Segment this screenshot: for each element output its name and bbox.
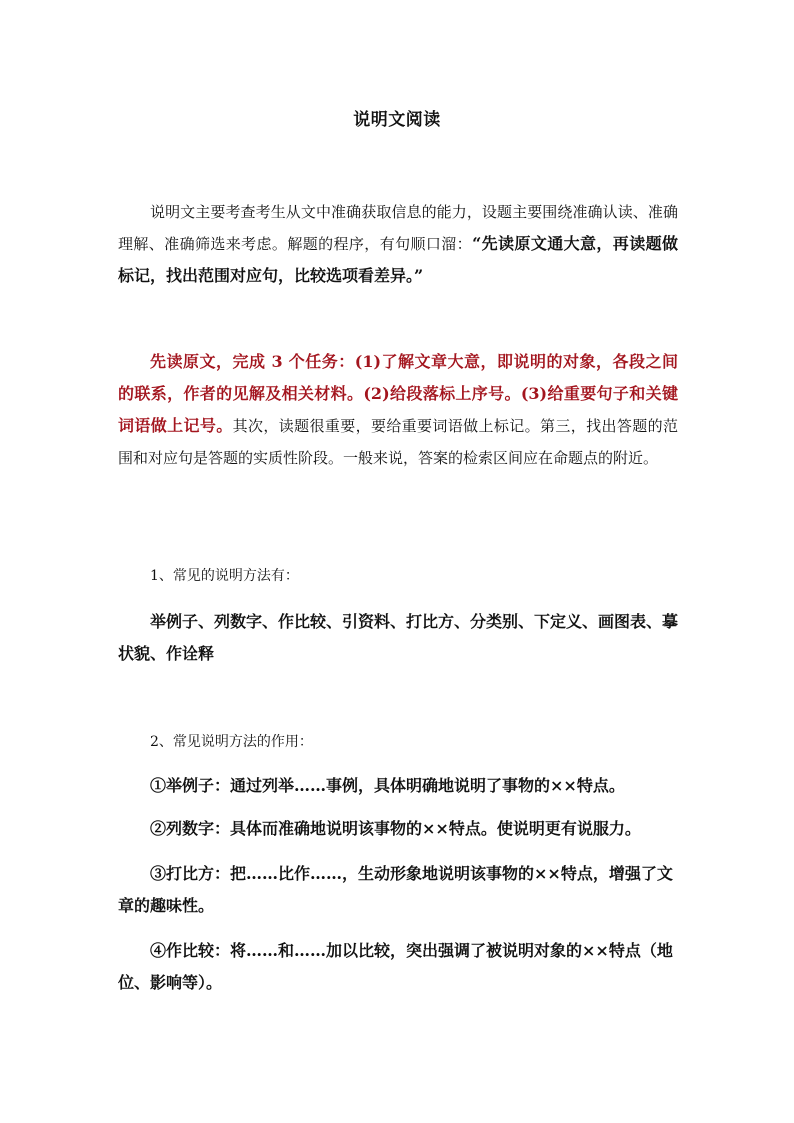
section2-heading: 2、常见说明方法的作用： (150, 734, 313, 750)
effect-item: ④作比较：将……和……加以比较，突出强调了被说明对象的××特点（地位、影响等）。 (118, 941, 673, 992)
page-title: 说明文阅读 (353, 110, 441, 130)
section1-heading: 1、常见的说明方法有： (150, 568, 299, 584)
intro-quote: “先读原文通大意，再读题做标记，找出范围对应句，比较选项看差异。” (118, 234, 678, 285)
effect-item: ②列数字：具体而准确地说明该事物的××特点。使说明更有说服力。 (150, 819, 641, 838)
effect-item: ①举例子：通过列举……事例，具体明确地说明了事物的××特点。 (150, 776, 625, 795)
tasks-rest: 其次，读题很重要，要给重要词语做上标记。第三，找出答题的范围和对应句是答题的实质性阶段。一般来说，答案的检索区间应在命题点的附近。 (118, 417, 678, 467)
effect-item: ③打比方：把……比作……，生动形象地说明该事物的××特点，增强了文章的趣味性。 (118, 864, 673, 915)
intro-text: 说明文主要考查考生从文中准确获取信息的能力，设题主要围绕准确认读、准确理解、准确筛选来考虑。解题的程序，有句顺口溜： (118, 203, 678, 253)
methods-list: 举例子、列数字、作比较、引资料、打比方、分类别、下定义、画图表、摹状貌、作诠释 (118, 612, 679, 663)
tasks-highlight: 先读原文，完成 3 个任务：(1)了解文章大意，即说明的对象，各段之间的联系，作者的见解及相关材料。(2)给段落标上序号。(3)给重要句子和关键词语做上记号。 (118, 352, 678, 435)
tasks-paragraph (118, 346, 678, 474)
intro-paragraph (118, 196, 678, 292)
